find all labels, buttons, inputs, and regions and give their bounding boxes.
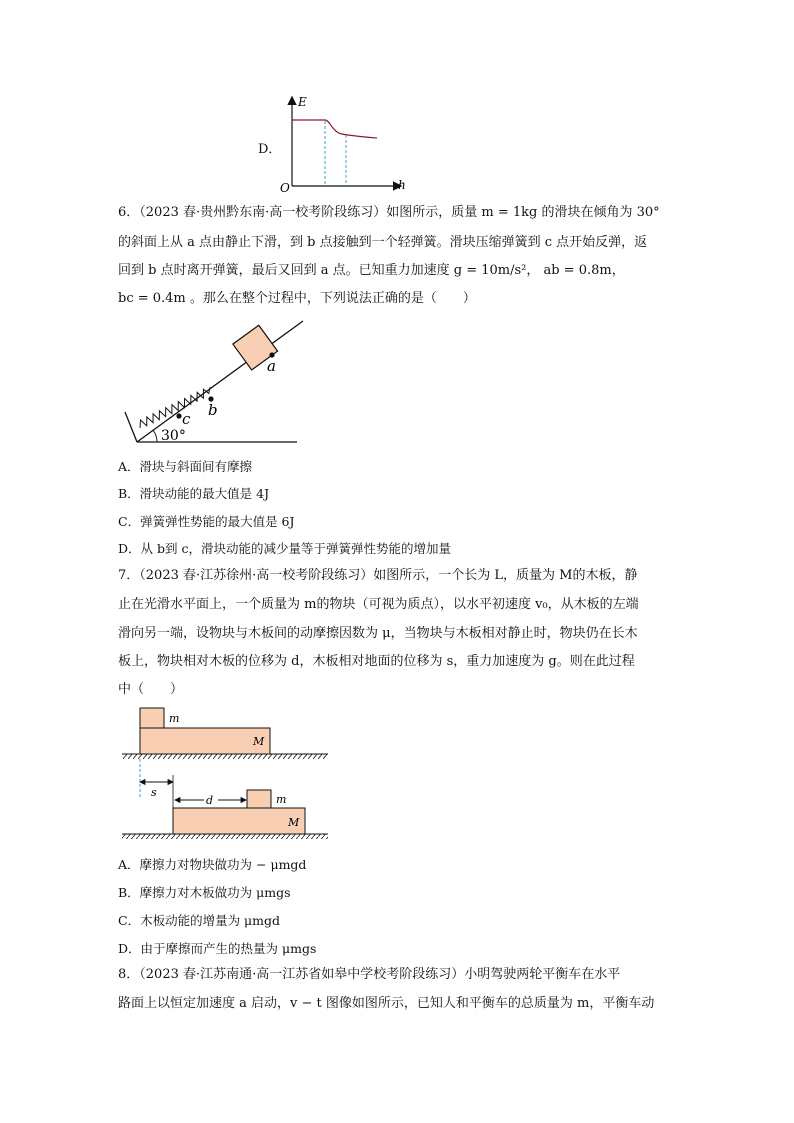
energy-height-graph bbox=[270, 88, 410, 198]
q8-line-1: 8．（2023 春·江苏南通·高一江苏省如皋中学校考阶段练习）小明驾驶两轮平衡车在水平 bbox=[118, 967, 621, 982]
q6-option-c: C．弹簧弹性势能的最大值是 6J bbox=[118, 514, 295, 529]
block-label-top: m bbox=[169, 712, 180, 725]
q7-line-2: 止在光滑水平面上，一个质量为 m的物块（可视为质点），以水平初速度 v₀，从木板的左端 bbox=[118, 597, 639, 612]
board-initial bbox=[140, 728, 270, 754]
label-c: c bbox=[182, 410, 191, 428]
ground-hatch-top bbox=[122, 754, 328, 759]
q6-option-d: D．从 b到 c，滑块动能的减少量等于弹簧弹性势能的增加量 bbox=[118, 541, 451, 556]
board-label-bottom: M bbox=[288, 816, 300, 829]
origin-label: O bbox=[280, 181, 290, 195]
label-d: d bbox=[206, 794, 214, 807]
angle-label: 30° bbox=[161, 428, 186, 444]
angle-arc bbox=[153, 430, 157, 442]
spring bbox=[137, 386, 213, 429]
block-initial bbox=[140, 708, 164, 728]
board-final bbox=[173, 808, 305, 834]
y-axis-label: E bbox=[298, 95, 307, 109]
q6-line-4: bc = 0.4m 。那么在整个过程中，下列说法正确的是（ ） bbox=[118, 291, 476, 306]
option-d-label: D． bbox=[258, 142, 282, 157]
energy-curve bbox=[292, 120, 377, 138]
board-label-top: M bbox=[253, 735, 265, 748]
wall-stop bbox=[125, 412, 137, 442]
block-final bbox=[247, 790, 271, 808]
point-c bbox=[176, 413, 181, 418]
q7-option-c: C．木板动能的增量为 μmgd bbox=[118, 913, 281, 928]
q7-line-1: 7．（2023 春·江苏徐州·高一校考阶段练习）如图所示，一个长为 L，质量为 M的木板，静 bbox=[118, 568, 638, 583]
q7-line-3: 滑向另一端，设物块与木板间的动摩擦因数为 μ，当物块与木板相对静止时，物块仍在长木 bbox=[118, 626, 638, 641]
label-a: a bbox=[267, 357, 276, 375]
q8-line-2: 路面上以恒定加速度 a 启动，v − t 图像如图所示，已知人和平衡车的总质量为 m，平衡车动 bbox=[118, 996, 655, 1011]
incline-spring-figure bbox=[115, 312, 310, 447]
block-label-bottom: m bbox=[276, 793, 287, 806]
label-b: b bbox=[208, 401, 218, 419]
q7-option-d: D．由于摩擦而产生的热量为 μmgs bbox=[118, 941, 317, 956]
q7-line-4: 板上，物块相对木板的位移为 d，木板相对地面的位移为 s，重力加速度为 g。则在此过程 bbox=[118, 654, 635, 669]
ground-hatch-bottom bbox=[122, 834, 328, 839]
q6-line-2: 的斜面上从 a 点由静止下滑，到 b 点接触到一个轻弹簧。滑块压缩弹簧到 c 点开始反弹，返 bbox=[118, 235, 648, 250]
q6-option-b: B．滑块动能的最大值是 4J bbox=[118, 486, 270, 501]
q7-option-a: A．摩擦力对物块做功为 − μmgd bbox=[118, 857, 307, 872]
q7-line-5: 中（ ） bbox=[118, 682, 184, 697]
q6-option-a: A．滑块与斜面间有摩擦 bbox=[118, 459, 253, 474]
incline-surface bbox=[137, 321, 303, 442]
x-axis-label: h bbox=[398, 178, 406, 192]
q7-option-b: B．摩擦力对木板做功为 μmgs bbox=[118, 885, 291, 900]
board-block-figure bbox=[118, 705, 333, 845]
q6-line-3: 回到 b 点时离开弹簧，最后又回到 a 点。已知重力加速度 g = 10m/s²， ab = 0.8m， bbox=[118, 263, 625, 278]
label-s: s bbox=[151, 786, 157, 799]
q6-line-1: 6．（2023 春·贵州黔东南·高一校考阶段练习）如图所示，质量 m = 1kg 的滑块在倾角为 30° bbox=[118, 205, 660, 220]
